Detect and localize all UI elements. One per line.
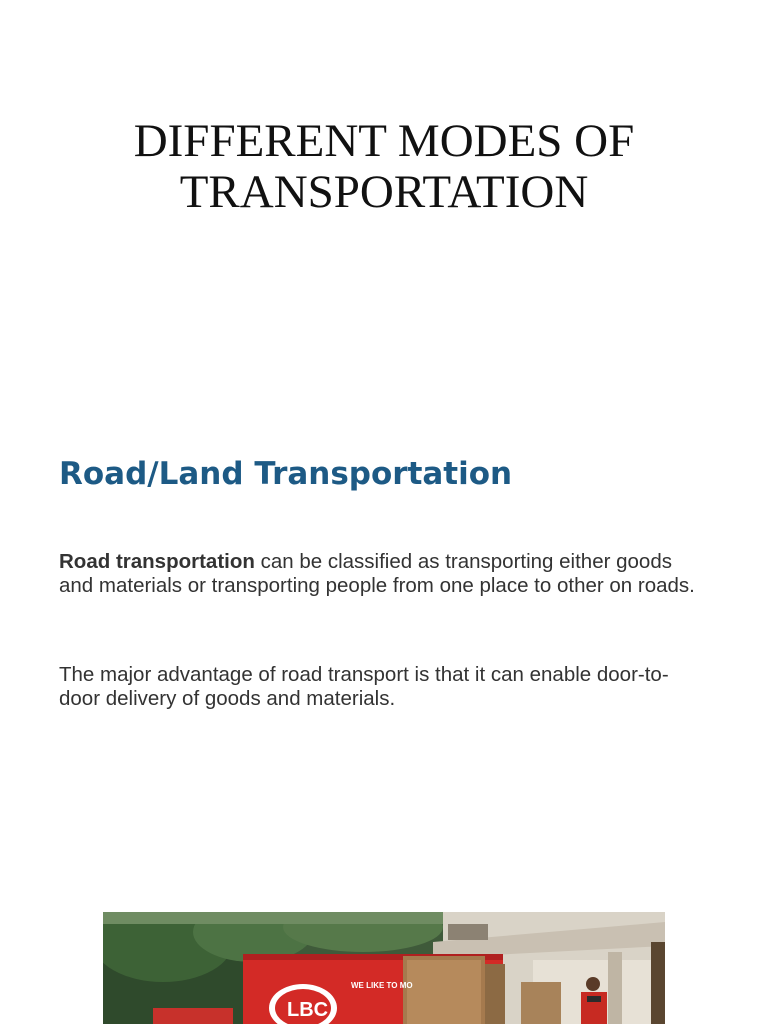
document-title: [0, 116, 768, 218]
paragraph-bold-lead: Road transportation: [59, 550, 255, 573]
truck-slogan-text: WE LIKE TO MO: [351, 981, 413, 990]
paragraph-road-transportation: [59, 550, 709, 598]
truck-logo-text: LBC: [287, 999, 329, 1021]
title-line-2: TRANSPORTATION: [179, 166, 589, 218]
paragraph-rest: can be classified as transporting either goods and materials or transporting people from one place to other on roads.: [59, 550, 695, 597]
title-line-1: DIFFERENT MODES OF: [133, 115, 635, 167]
paragraph-advantage: The major advantage of road transport is that it can enable door-to-door delivery of goods and materials.: [59, 663, 669, 710]
delivery-truck-photo: [103, 912, 665, 1024]
section-heading: Road/Land Transportation: [59, 456, 513, 492]
